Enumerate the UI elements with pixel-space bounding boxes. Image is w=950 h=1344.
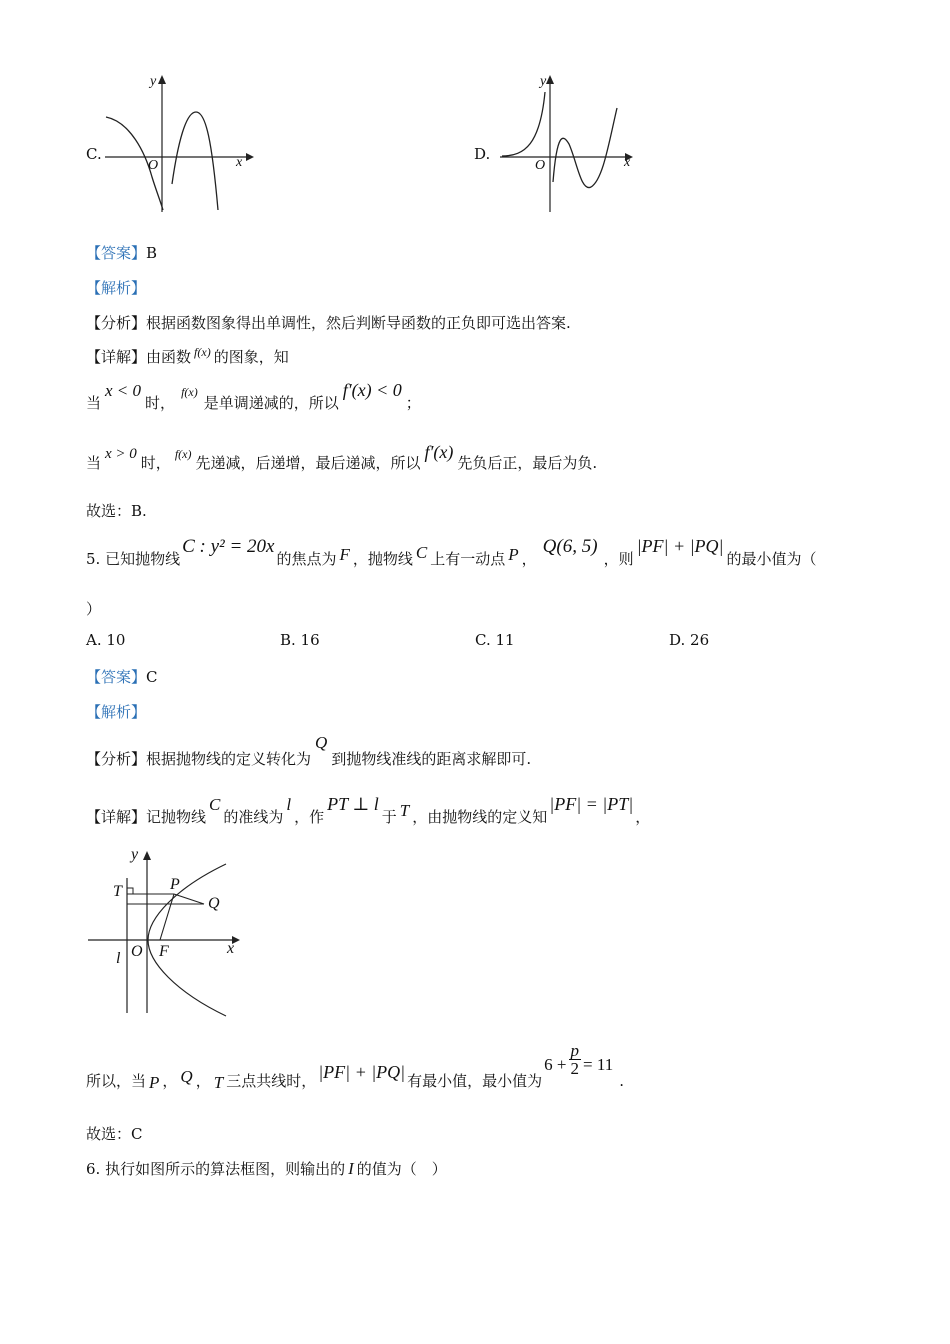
text: 先负后正，最后为负.	[457, 454, 598, 472]
var-t: T	[399, 801, 410, 820]
text: ，由抛物线的定义知	[412, 808, 548, 826]
deriv-expr: f′(x) < 0	[342, 380, 402, 400]
graph-c-origin-label: O	[148, 158, 159, 173]
min-lead: 6 +	[544, 1054, 567, 1074]
frac-numerator: p	[570, 1041, 579, 1060]
text: ，作	[294, 808, 325, 826]
fig-t-label: T	[113, 883, 122, 900]
q5-xiangjie	[86, 794, 651, 826]
var-l: l	[286, 795, 292, 814]
p-over-2	[569, 1042, 582, 1077]
var-i: I	[348, 1159, 354, 1178]
fig-y-label: y	[131, 846, 139, 863]
q5-jiexi-tag: 【解析】	[86, 703, 147, 721]
q5-option-d[interactable]: D. 26	[669, 631, 710, 649]
eq-expr: |PF| = |PT|	[549, 794, 634, 814]
graph-d-origin-label: O	[535, 158, 546, 173]
text: 有最小值，最小值为	[407, 1071, 543, 1090]
var-p: P	[508, 545, 519, 564]
text: 的最小值为（	[726, 550, 817, 568]
graph-d-x-label: x	[624, 155, 631, 170]
q5-fenxi	[86, 732, 532, 768]
text: 时，	[140, 454, 171, 472]
var-c: C	[415, 543, 428, 562]
graph-d-y-label: y	[540, 74, 547, 89]
text: ，	[162, 1071, 178, 1090]
fig-q-label: Q	[208, 895, 220, 912]
perp-expr: PT ⊥ l	[327, 794, 379, 814]
fx-expr: f(x)	[174, 447, 192, 461]
graph-d	[495, 72, 645, 217]
text: 的值为（ ）	[356, 1160, 447, 1178]
text: ，则	[603, 550, 634, 568]
fig-l-label: l	[116, 950, 121, 967]
q5-answer	[86, 666, 158, 687]
text: 时，	[145, 394, 176, 412]
text: 先递减，后递增，最后递减，所以	[195, 454, 421, 472]
q5-stem	[86, 536, 817, 568]
answer-value: B	[146, 244, 158, 262]
text: 所以，当	[86, 1071, 147, 1090]
var-c: C	[209, 795, 221, 814]
text: ，	[195, 1071, 211, 1090]
option-c-label: C.	[86, 145, 102, 163]
text: 三点共线时，	[226, 1071, 317, 1090]
xiangjie-tag: 【详解】	[86, 808, 147, 826]
cond-expr: x < 0	[105, 381, 142, 400]
text: ，	[521, 550, 537, 568]
graph-c-y-label: y	[150, 74, 157, 89]
fx-expr: f(x)	[181, 385, 198, 399]
text: 5. 已知抛物线	[86, 550, 181, 568]
expr-sum: |PF| + |PQ|	[636, 536, 724, 556]
q5-conclusion	[86, 1041, 624, 1092]
q6-stem	[86, 1158, 447, 1179]
text: 到抛物线准线的距离求解即可.	[331, 750, 532, 768]
fig-o-label: O	[131, 943, 143, 960]
fig-p-label: P	[170, 876, 180, 893]
text: 根据抛物线的定义转化为	[146, 750, 312, 768]
text: 当	[86, 394, 102, 412]
graph-c	[100, 72, 260, 217]
q4-gux: 故选：B.	[86, 502, 147, 520]
var-t: T	[213, 1072, 224, 1092]
point-q: Q(6, 5)	[542, 536, 598, 557]
text: 于	[381, 808, 397, 826]
q5-option-a[interactable]: A. 10	[86, 631, 126, 649]
q5-option-c[interactable]: C. 11	[475, 631, 515, 649]
q4-answer	[86, 242, 157, 263]
frac-denominator: 2	[570, 1059, 579, 1078]
q4-xiangjie	[86, 346, 289, 367]
text: .	[619, 1071, 624, 1090]
q5-gux: 故选：C	[86, 1125, 143, 1143]
answer-value: C	[146, 668, 158, 686]
graph-c-x-label: x	[236, 155, 243, 170]
option-d-label: D.	[474, 145, 491, 163]
q4-jiexi-tag: 【解析】	[86, 279, 147, 297]
text: 记抛物线	[146, 808, 207, 826]
text: 由函数	[146, 348, 192, 366]
var-q: Q	[315, 733, 328, 752]
xiangjie-tag: 【详解】	[86, 348, 147, 366]
q4-line2	[86, 380, 421, 412]
fig-x-label: x	[227, 940, 235, 957]
expr-sum: |PF| + |PQ|	[318, 1061, 406, 1082]
text: 的图象，知	[213, 348, 289, 366]
q4-fenxi	[86, 312, 571, 333]
text: ；	[405, 394, 421, 412]
text: 6. 执行如图所示的算法框图，则输出的	[86, 1160, 346, 1178]
var-p: P	[149, 1072, 160, 1092]
answer-tag: 【答案】	[86, 244, 147, 262]
text: 当	[86, 454, 102, 472]
fenxi-tag: 【分析】	[86, 750, 147, 768]
fx-expr: f(x)	[194, 345, 211, 359]
fenxi-text: 根据函数图象得出单调性，然后判断导函数的正负即可选出答案.	[146, 314, 571, 332]
fig-f-label: F	[159, 943, 169, 960]
text: 上有一动点	[430, 550, 506, 568]
cond-expr: x > 0	[105, 446, 137, 462]
var-q: Q	[180, 1066, 193, 1086]
text: 是单调递减的，所以	[203, 394, 339, 412]
fenxi-tag: 【分析】	[86, 314, 147, 332]
parabola-eq: C : y² = 20x	[182, 536, 275, 557]
min-tail: = 11	[583, 1054, 614, 1074]
text: ，抛物线	[352, 550, 413, 568]
parabola-figure	[86, 848, 246, 1023]
text: ，	[635, 808, 651, 826]
q4-line3	[86, 442, 598, 472]
deriv-expr: f′(x)	[424, 442, 454, 462]
q5-option-b[interactable]: B. 16	[280, 631, 320, 649]
text: 的准线为	[223, 808, 284, 826]
answer-tag: 【答案】	[86, 668, 147, 686]
q5-stem-close: ）	[86, 600, 102, 618]
var-f: F	[339, 545, 350, 564]
text: 的焦点为	[276, 550, 337, 568]
